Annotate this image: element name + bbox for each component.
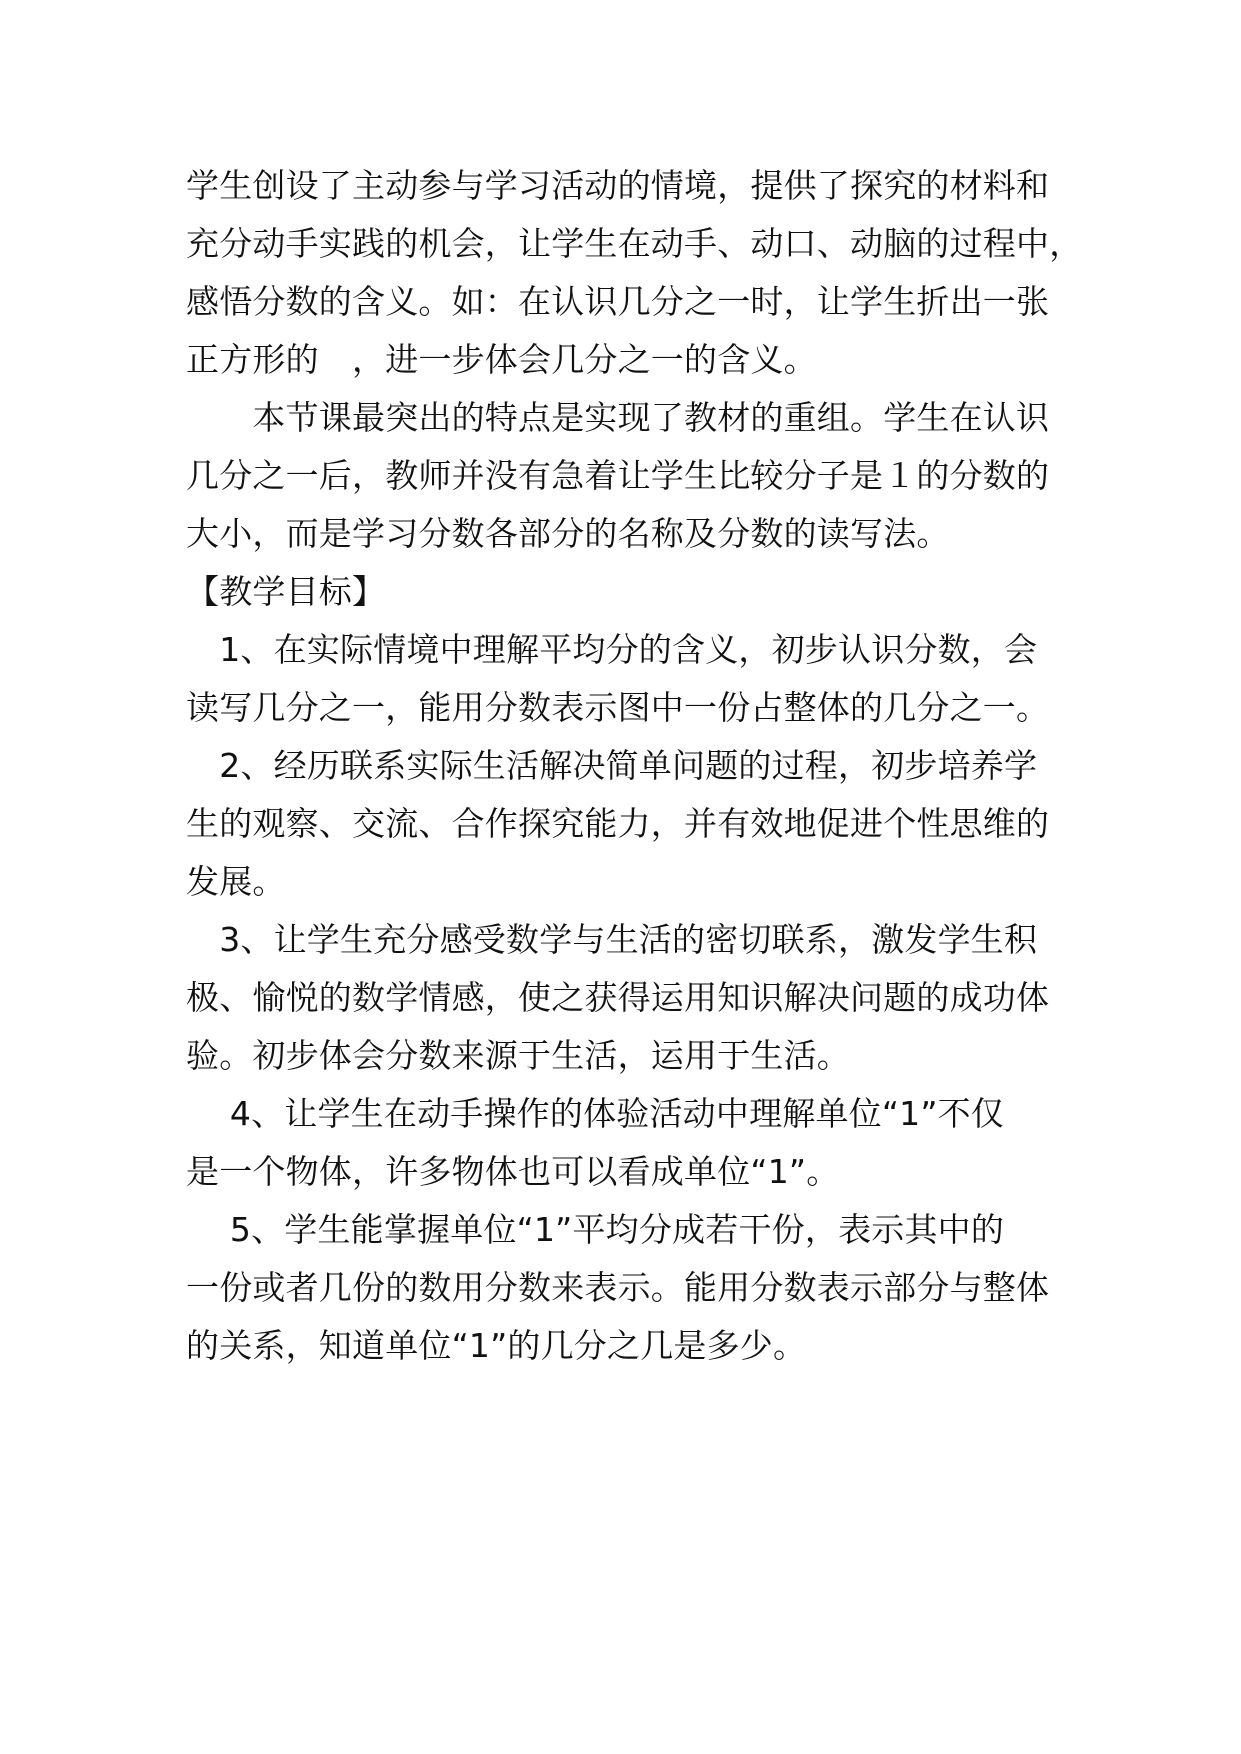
text-line: 感悟分数的含义。如：在认识几分之一时，让学生折出一张 — [186, 282, 1050, 321]
section-heading: 【教学目标】 — [186, 572, 386, 611]
text-line: 生的观察、交流、合作探究能力，并有效地促进个性思维的 — [186, 804, 1050, 843]
text-line: 正方形的 ，进一步体会几分之一的含义。 — [186, 340, 817, 379]
text-line: 1、在实际情境中理解平均分的含义，初步认识分数，会 — [186, 630, 1038, 669]
text-line: 5、学生能掌握单位“1”平均分成若干份，表示其中的 — [186, 1210, 1005, 1249]
text-line: 一份或者几份的数用分数来表示。能用分数表示部分与整体 — [186, 1268, 1050, 1307]
text-line: 是一个物体，许多物体也可以看成单位“1”。 — [186, 1152, 840, 1191]
text-line: 验。初步体会分数来源于生活，运用于生活。 — [186, 1036, 850, 1075]
text-line: 极、愉悦的数学情感，使之获得运用知识解决问题的成功体 — [186, 978, 1050, 1017]
text-line: 3、让学生充分感受数学与生活的密切联系，激发学生积 — [186, 920, 1038, 959]
text-line: 2、经历联系实际生活解决简单问题的过程，初步培养学 — [186, 746, 1038, 785]
text-line: 的关系，知道单位“1”的几分之几是多少。 — [186, 1326, 807, 1365]
text-line: 几分之一后，教师并没有急着让学生比较分子是１的分数的 — [186, 456, 1050, 495]
text-line: 发展。 — [186, 862, 286, 901]
text-line: 大小，而是学习分数各部分的名称及分数的读写法。 — [186, 514, 950, 553]
text-line: 本节课最突出的特点是实现了教材的重组。学生在认识 — [186, 398, 1050, 437]
text-line: 读写几分之一，能用分数表示图中一份占整体的几分之一。 — [186, 688, 1050, 727]
text-line: 学生创设了主动参与学习活动的情境，提供了探究的材料和 — [186, 166, 1050, 205]
text-line: 充分动手实践的机会，让学生在动手、动口、动脑的过程中， — [186, 224, 1083, 263]
text-line: 4、让学生在动手操作的体验活动中理解单位“1”不仅 — [186, 1094, 1005, 1133]
